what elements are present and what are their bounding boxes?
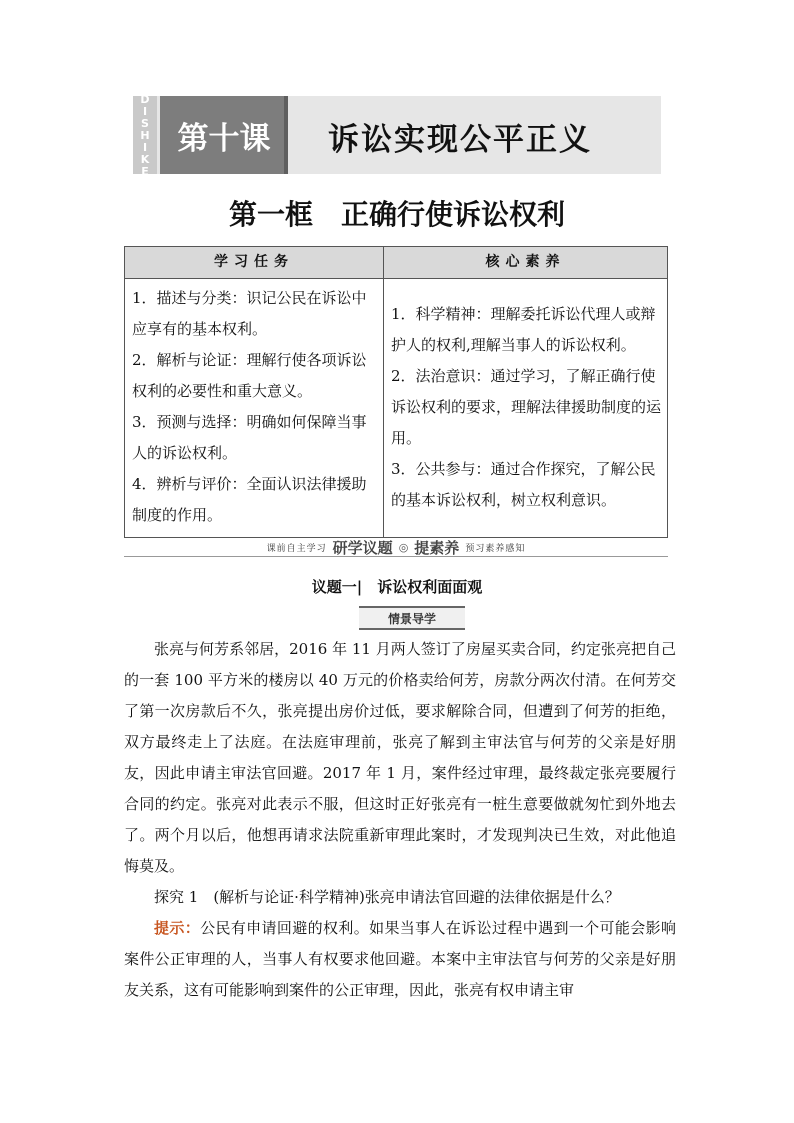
learning-task-item: 1．描述与分类：识记公民在诉讼中应享有的基本权利。 xyxy=(132,289,367,338)
section-title: 第一框 正确行使诉讼权利 xyxy=(228,198,565,231)
core-literacy-item: 3．公共参与：通过合作探究，了解公民的基本诉讼权利，树立权利意识。 xyxy=(391,459,656,509)
divider-right-caption: 预习素养感知 xyxy=(465,543,526,554)
explore-question xyxy=(124,882,676,913)
divider-dot-icon: ◎ xyxy=(398,540,409,554)
scene-label: 情景导学 xyxy=(359,606,465,630)
core-literacy-cell xyxy=(384,279,668,538)
core-literacy-item: 2．法治意识：通过学习，了解正确行使诉讼权利的要求，理解法律援助制度的运用。 xyxy=(391,366,662,447)
explore-question-text: (解析与论证·科学精神)张亮申请法官回避的法律依据是什么？ xyxy=(213,888,620,906)
core-literacy-item: 1．科学精神：理解委托诉讼代理人或辩护人的权利,理解当事人的诉讼权利。 xyxy=(391,304,656,354)
answer-text: 公民有申请回避的权利。如果当事人在诉讼过程中遇到一个可能会影响案件公正审理的人，当事人有权要求他回避。本案中主审法官与何芳的父亲是好朋友关系，这有可能影响到案件的公正审理，因此，张亮有权申请主审 xyxy=(124,919,676,999)
column-header-learning-tasks: 学习任务 xyxy=(125,247,384,279)
divider-main-right: 提素养 xyxy=(414,538,460,557)
learning-task-item: 2．解析与论证：理解行使各项诉讼权利的必要性和重大意义。 xyxy=(132,351,367,400)
column-header-core-literacy: 核心素养 xyxy=(384,247,668,279)
answer-block xyxy=(124,913,676,1006)
scene-paragraph: 张亮与何芳系邻居，2016 年 11 月两人签订了房屋买卖合同，约定张亮把自己的一套 100 平方米的楼房以 40 万元的价格卖给何芳，房款分两次付清。在何芳交了第一次房款后不久，张亮提出房价过低，要求解除合同，但遭到了何芳的拒绝，双方最终走上了法庭。在法庭审理前，张亮了解到主审法官与何芳的父亲是好朋友，因此申请主审法官回避。2017 年 1 月，案件经过审理，最终裁定张亮要履行合同的约定。张亮对此表示不服，但这时正好张亮有一桩生意要做就匆忙到外地去了。两个月以后，他想再请求法院重新审理此案时，才发现判决已生效，对此他追悔莫及。 xyxy=(124,640,676,875)
learning-task-item: 4．辨析与评价：全面认识法律援助制度的作用。 xyxy=(132,475,367,524)
divider-left-caption: 课前自主学习 xyxy=(266,543,327,554)
header-side-label: DISHIKE xyxy=(133,96,157,174)
lesson-number: 第十课 xyxy=(160,96,288,174)
hint-label: 提示： xyxy=(154,919,201,937)
lesson-title: 诉讼实现公平正义 xyxy=(328,121,592,158)
learning-tasks-cell xyxy=(125,279,384,538)
learning-task-item: 3．预测与选择：明确如何保障当事人的诉讼权利。 xyxy=(132,413,367,462)
explore-label: 探究 1 xyxy=(154,888,199,906)
scene-passage xyxy=(124,634,676,882)
learning-tasks-table xyxy=(124,246,668,538)
divider-main-left: 研学议题 xyxy=(332,538,393,557)
topic-heading: 议题一| 诉讼权利面面观 xyxy=(311,578,483,596)
section-divider xyxy=(124,534,668,560)
